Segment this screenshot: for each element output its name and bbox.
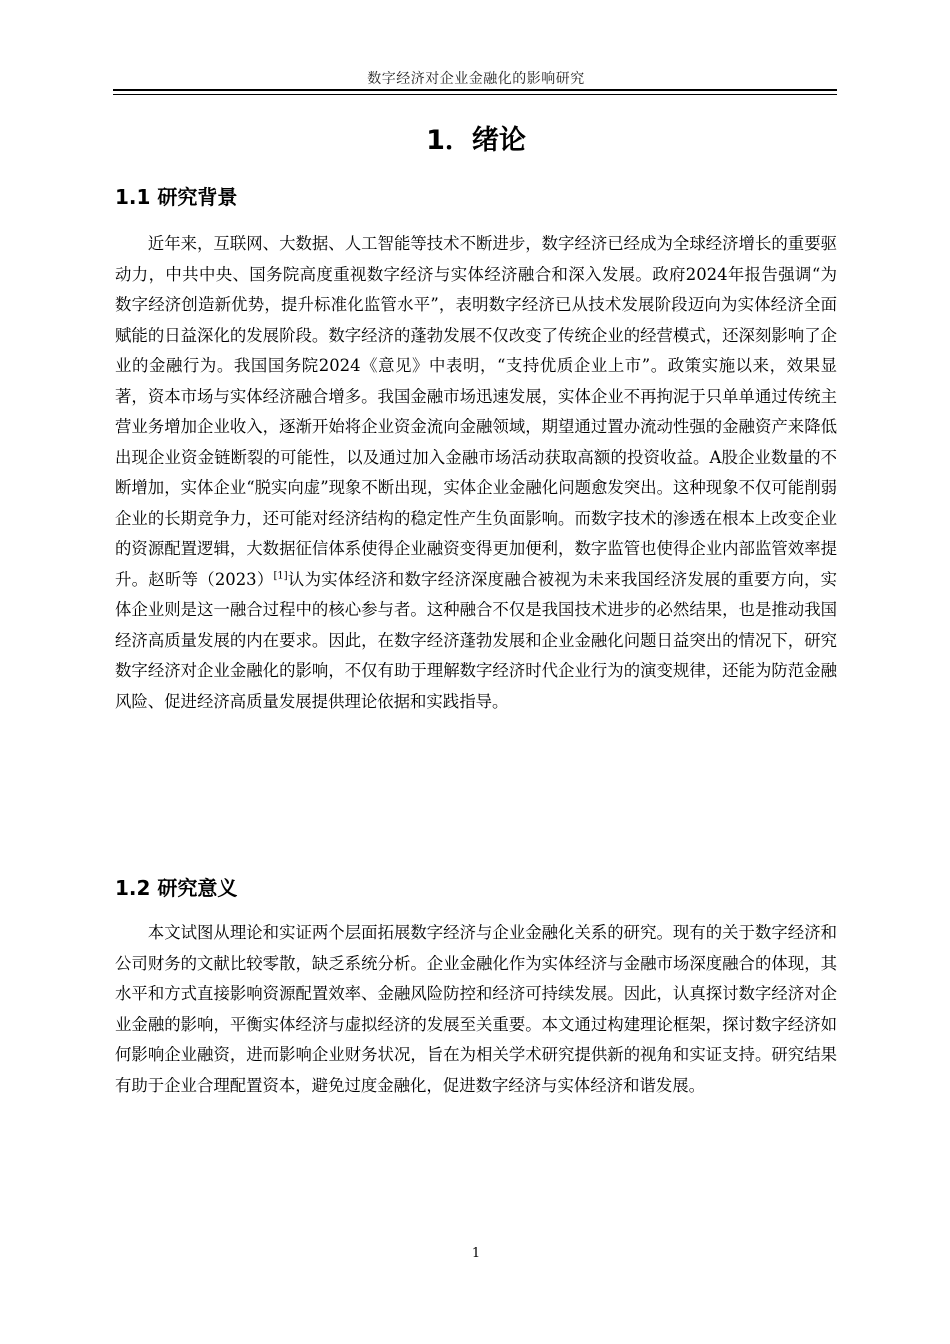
background-paragraph (115, 229, 837, 717)
section-heading-background: 1.1 研究背景 (115, 185, 238, 209)
citation-ref: [1] (273, 570, 288, 582)
background-text-part1: 近年来，互联网、大数据、人工智能等技术不断进步，数字经济已经成为全球经济增长的重要驱动力，中共中央、国务院高度重视数字经济与实体经济融合和深入发展。政府2024年报告强调“为数字经济创造新优势，提升标准化监管水平”，表明数字经济已从技术发展阶段迈向为实体经济全面赋能的日益深化的发展阶段。数字经济的蓬勃发展不仅改变了传统企业的经营模式，还深刻影响了企业的金融行为。我国国务院2024《意见》中表明，“支持优质企业上市”。政策实施以来，效果显著，资本市场与实体经济融合增多。我国金融市场迅速发展，实体企业不再拘泥于只单单通过传统主营业务增加企业收入，逐渐开始将企业资金流向金融领域，期望通过置办流动性强的金融资产来降低出现企业资金链断裂的可能性，以及通过加入金融市场活动获取高额的投资收益。A股企业数量的不断增加，实体企业“脱实向虚”现象不断出现，实体企业金融化问题愈发突出。这种现象不仅可能削弱企业的长期竞争力，还可能对经济结构的稳定性产生负面影响。而数字技术的渗透在根本上改变企业的资源配置逻辑，大数据征信体系使得企业融资变得更加便利，数字监管也使得企业内部监管效率提升。赵昕等（2023） (115, 234, 837, 589)
page-number: 1 (471, 1246, 481, 1261)
running-header: 数字经济对企业金融化的影响研究 (367, 71, 585, 87)
header-rule-thin (113, 94, 837, 95)
chapter-title: 1．绪论 (426, 125, 526, 156)
header-rule-thick (113, 89, 837, 91)
section-heading-significance: 1.2 研究意义 (115, 876, 238, 900)
significance-paragraph: 本文试图从理论和实证两个层面拓展数字经济与企业金融化关系的研究。现有的关于数字经济和公司财务的文献比较零散，缺乏系统分析。企业金融化作为实体经济与金融市场深度融合的体现，其水平和方式直接影响资源配置效率、金融风险防控和经济可持续发展。因此，认真探讨数字经济对企业金融的影响，平衡实体经济与虚拟经济的发展至关重要。本文通过构建理论框架，探讨数字经济如何影响企业融资，进而影响企业财务状况，旨在为相关学术研究提供新的视角和实证支持。研究结果有助于企业合理配置资本，避免过度金融化，促进数字经济与实体经济和谐发展。 (115, 923, 837, 1095)
background-text-part2: 认为实体经济和数字经济深度融合被视为未来我国经济发展的重要方向，实体企业则是这一融合过程中的核心参与者。这种融合不仅是我国技术进步的必然结果，也是推动我国经济高质量发展的内在要求。因此，在数字经济蓬勃发展和企业金融化问题日益突出的情况下，研究数字经济对企业金融化的影响，不仅有助于理解数字经济时代企业行为的演变规律，还能为防范金融风险、促进经济高质量发展提供理论依据和实践指导。 (115, 569, 837, 711)
